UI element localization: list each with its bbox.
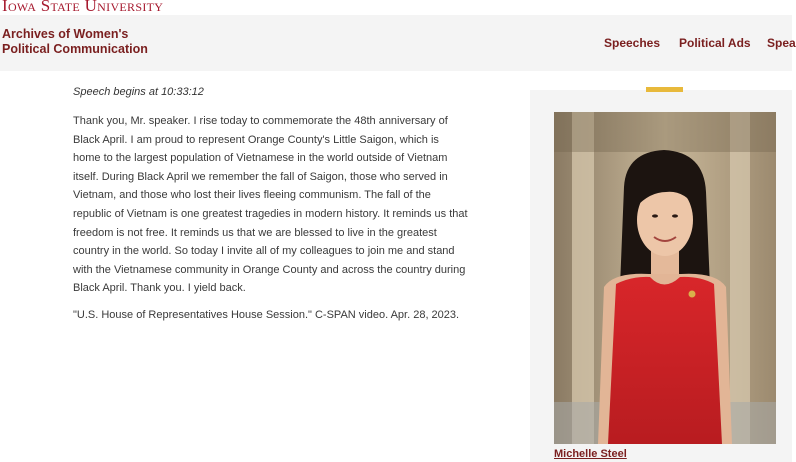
accent-bar: [646, 87, 683, 92]
speech-transcript: Thank you, Mr. speaker. I rise today to commemorate the 48th anniversary of Black April. I am proud to represent Orange County's Little Saigon, which is home to the largest population of Vietnamese in the world outside of Vietnam itself. During Black April we remember the fall of Saigon, those who served in Vietnam, and those who lost their lives fleeing communism. The fall of the republic of Vietnam is one greatest tragedies in modern history. It reminds us that freedom is not free. It reminds us that we are blessed to live in the greatest country in the world. So today I invite all of my colleagues to join me and stand with the Vietnamese community in Orange County and across the country during Black April. Thank you. I yield back.: [73, 115, 468, 295]
nav-item-speeches[interactable]: Speeches: [604, 36, 661, 50]
site-title-line1: Archives of Women's: [2, 27, 129, 41]
university-bar: [0, 0, 792, 15]
speaker-name-link[interactable]: Michelle Steel: [554, 448, 627, 460]
nav-item-speakers[interactable]: Spea: [767, 36, 796, 50]
speech-content: [73, 86, 468, 324]
speech-start-time: Speech begins at 10:33:12: [73, 86, 204, 98]
site-header: [0, 15, 796, 71]
speech-citation: "U.S. House of Representatives House Session." C-SPAN video. Apr. 28, 2023.: [73, 308, 460, 321]
nav-item-political-ads[interactable]: Political Ads: [679, 36, 751, 50]
university-logo[interactable]: Iowa State University: [2, 0, 164, 15]
speaker-portrait: [554, 112, 776, 444]
speaker-sidebar: [530, 90, 792, 462]
main-nav: [0, 36, 796, 52]
site-title-line2: Political Communication: [2, 42, 148, 56]
